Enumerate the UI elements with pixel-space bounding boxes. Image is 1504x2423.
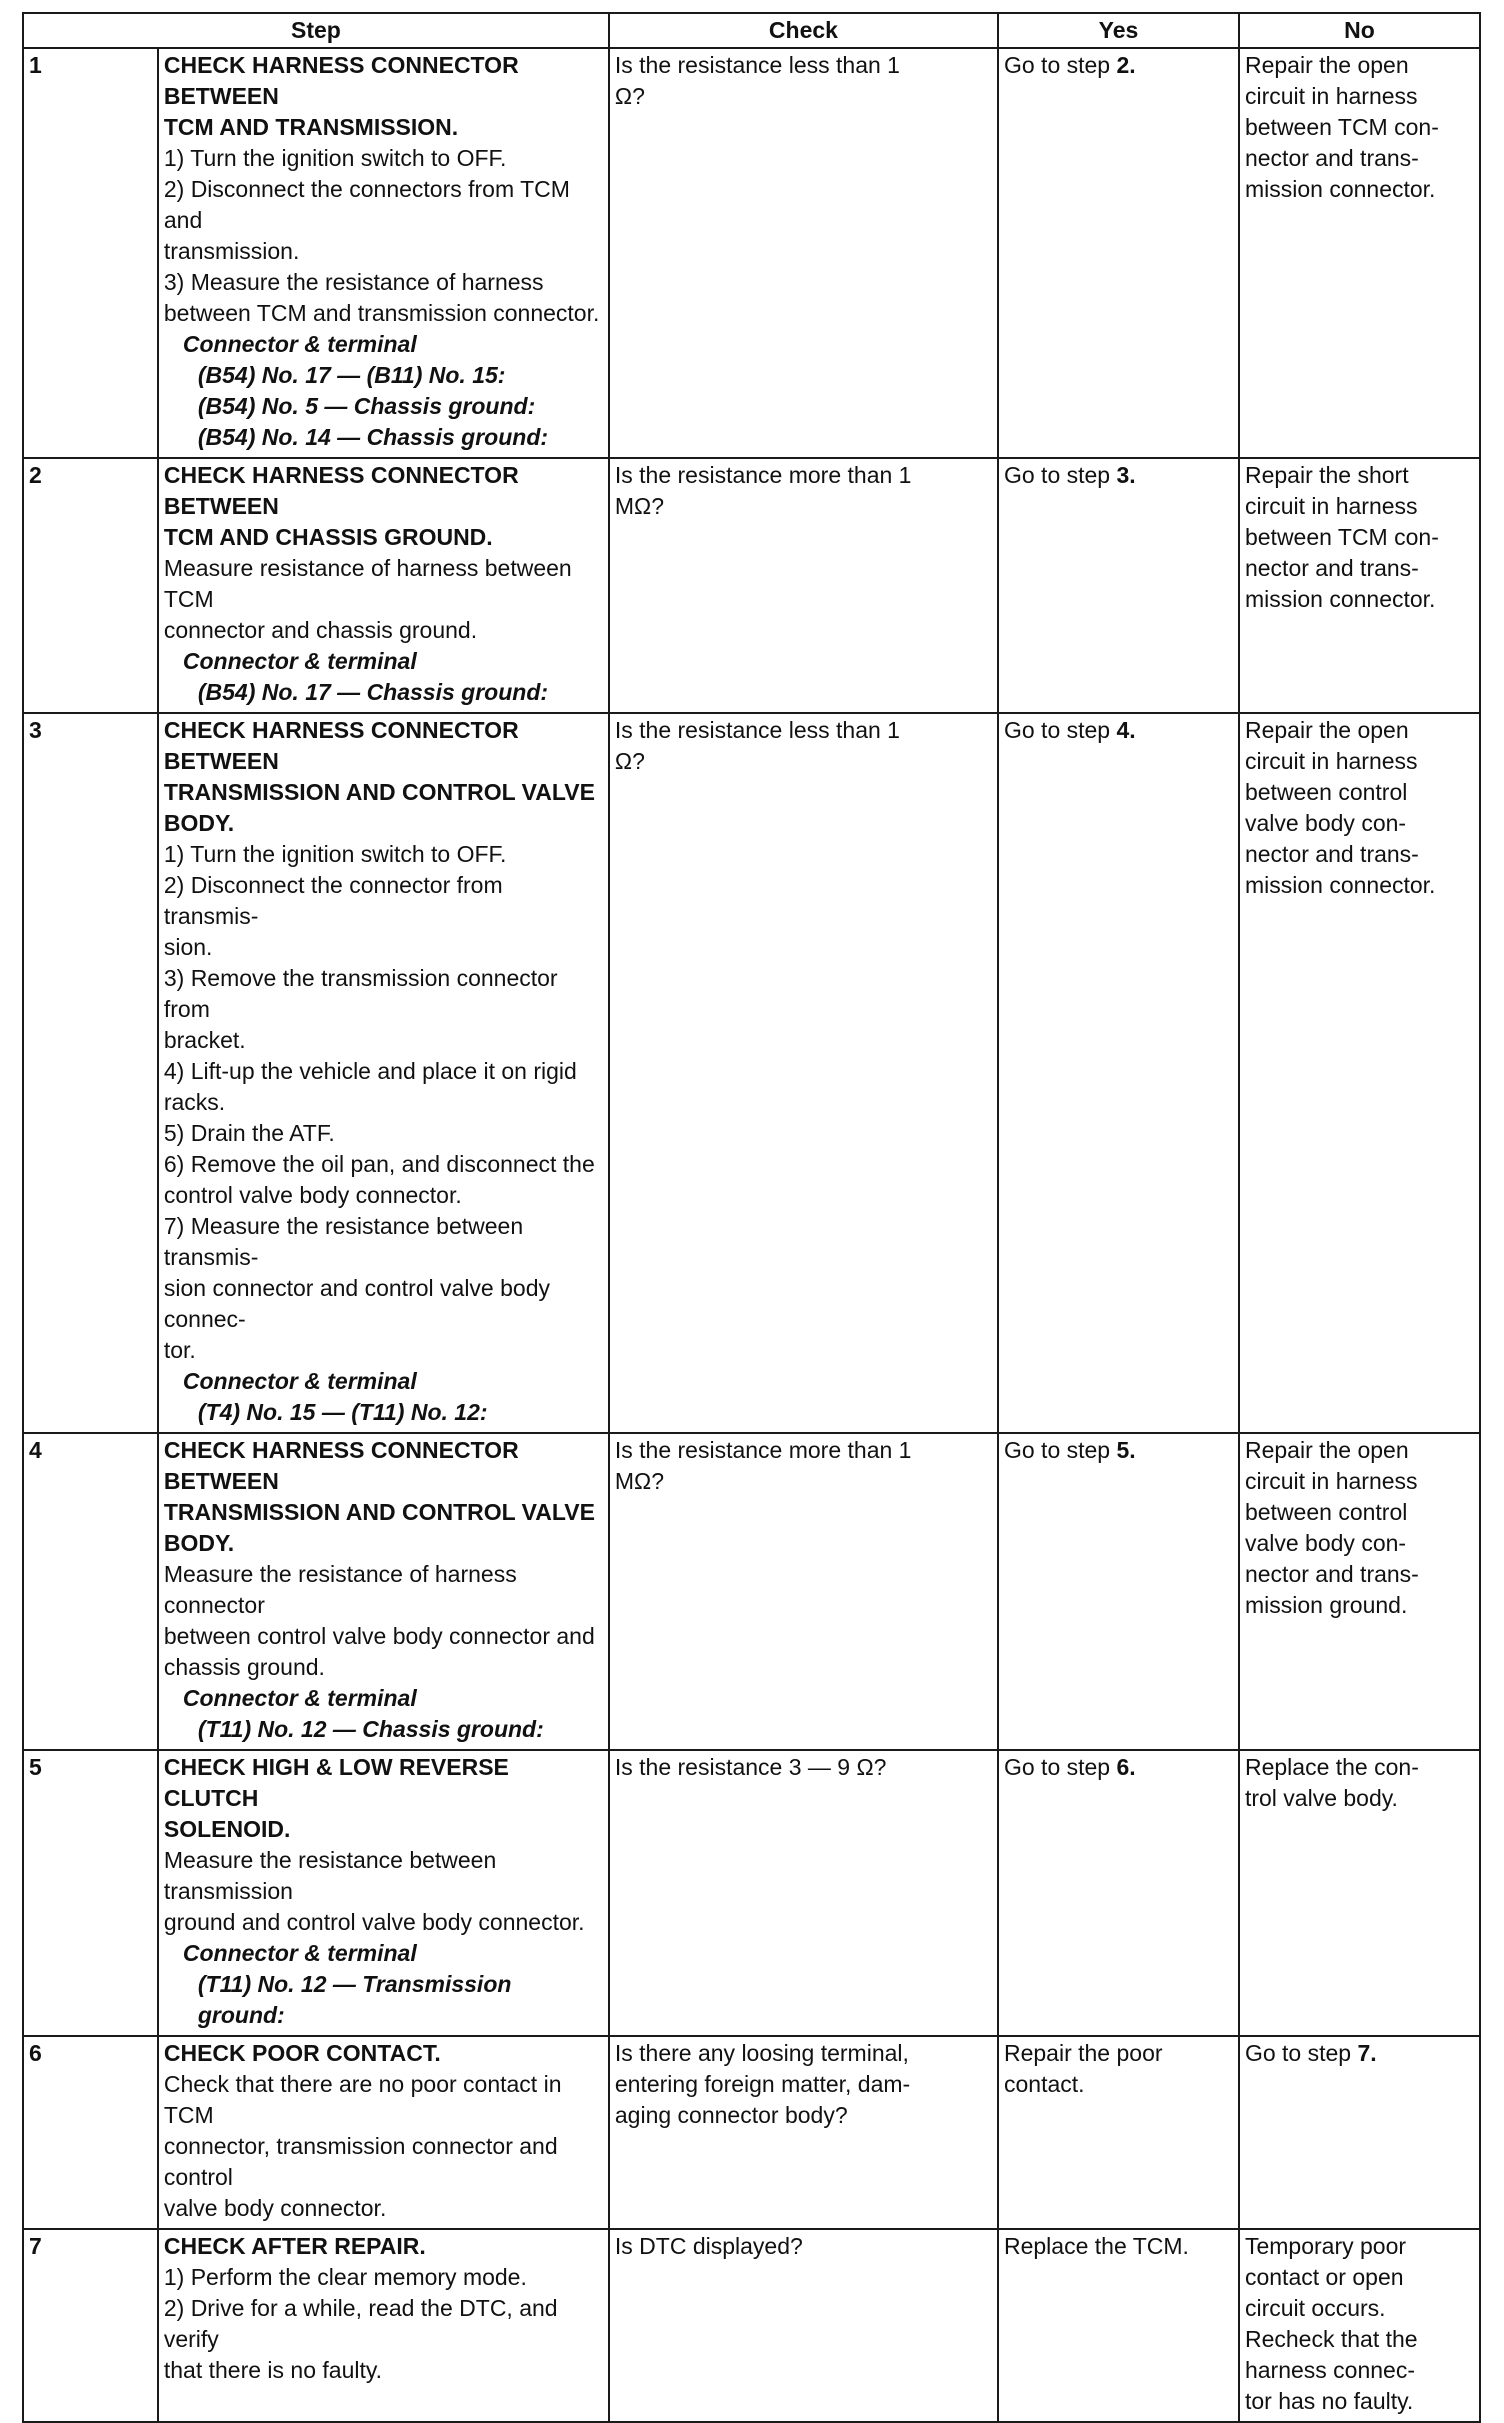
no-line: mission connector.	[1244, 872, 1436, 898]
yes-line: Go to step 4.	[1003, 717, 1136, 743]
step-instruction: chassis ground.	[163, 1654, 325, 1680]
no-line: mission connector.	[1244, 586, 1436, 612]
step-instruction: 7) Measure the resistance between transmis-	[163, 1213, 524, 1270]
table-row	[23, 2036, 1480, 2229]
no-cell	[1239, 2036, 1480, 2229]
step-cell	[158, 2229, 609, 2422]
step-title: CHECK AFTER REPAIR.	[163, 2233, 426, 2259]
step-instruction: transmission.	[163, 238, 300, 264]
step-instruction: 1) Turn the ignition switch to OFF.	[163, 145, 507, 171]
check-line: Is the resistance more than 1	[614, 462, 912, 488]
step-number: 5	[23, 1750, 158, 2036]
step-instruction: connector, transmission connector and control	[163, 2133, 558, 2190]
step-instruction: 1) Turn the ignition switch to OFF.	[163, 841, 507, 867]
step-instruction: sion connector and control valve body connec-	[163, 1275, 550, 1332]
step-number: 3	[23, 713, 158, 1433]
step-instruction: valve body connector.	[163, 2195, 387, 2221]
yes-line: Go to step 5.	[1003, 1437, 1136, 1463]
header-row	[23, 13, 1480, 48]
check-cell	[609, 48, 998, 458]
check-line: MΩ?	[614, 1468, 665, 1494]
step-instruction: 3) Remove the transmission connector from	[163, 965, 558, 1022]
step-instruction: 2) Disconnect the connector from transmis-	[163, 872, 503, 929]
step-instruction: ground and control valve body connector.	[163, 1909, 585, 1935]
connector-terminal-spec: (T11) No. 12 — Transmission ground:	[197, 1971, 512, 2028]
table-row	[23, 48, 1480, 458]
yes-line: contact.	[1003, 2071, 1085, 2097]
step-number: 6	[23, 2036, 158, 2229]
no-line: nector and trans-	[1244, 1561, 1419, 1587]
no-line: Repair the open	[1244, 1437, 1409, 1463]
no-line: Repair the open	[1244, 717, 1409, 743]
no-line: mission connector.	[1244, 176, 1436, 202]
no-cell	[1239, 713, 1480, 1433]
step-number: 4	[23, 1433, 158, 1750]
diagnostic-table	[22, 12, 1481, 2423]
header-yes: Yes	[998, 13, 1239, 48]
no-cell	[1239, 1433, 1480, 1750]
step-instruction: Measure the resistance of harness connector	[163, 1561, 517, 1618]
table-row	[23, 1750, 1480, 2036]
connector-terminal-label: Connector & terminal	[182, 648, 417, 674]
step-title: TRANSMISSION AND CONTROL VALVE	[163, 1499, 595, 1525]
check-line: Is DTC displayed?	[614, 2233, 803, 2259]
step-cell	[158, 1433, 609, 1750]
yes-cell	[998, 1433, 1239, 1750]
yes-cell	[998, 1750, 1239, 2036]
yes-line: Repair the poor	[1003, 2040, 1163, 2066]
header-check: Check	[609, 13, 998, 48]
connector-terminal-spec: (B54) No. 17 — (B11) No. 15:	[197, 362, 506, 388]
table-row	[23, 2229, 1480, 2422]
step-instruction: between TCM and transmission connector.	[163, 300, 600, 326]
connector-terminal-spec: (B54) No. 14 — Chassis ground:	[197, 424, 549, 450]
step-title: CHECK POOR CONTACT.	[163, 2040, 441, 2066]
step-title: SOLENOID.	[163, 1816, 291, 1842]
step-title: TCM AND TRANSMISSION.	[163, 114, 459, 140]
step-number: 2	[23, 458, 158, 713]
step-title: BODY.	[163, 1530, 235, 1556]
step-instruction: between control valve body connector and	[163, 1623, 595, 1649]
step-instruction: bracket.	[163, 1027, 246, 1053]
no-line: nector and trans-	[1244, 555, 1419, 581]
step-link: 6.	[1116, 1754, 1136, 1780]
no-line: contact or open	[1244, 2264, 1404, 2290]
no-line: circuit in harness	[1244, 83, 1418, 109]
check-cell	[609, 713, 998, 1433]
check-cell	[609, 2036, 998, 2229]
check-line: Is the resistance more than 1	[614, 1437, 912, 1463]
yes-cell	[998, 48, 1239, 458]
check-line: Ω?	[614, 83, 645, 109]
table-row	[23, 458, 1480, 713]
yes-line: Go to step 3.	[1003, 462, 1136, 488]
step-instruction: 3) Measure the resistance of harness	[163, 269, 544, 295]
check-line: aging connector body?	[614, 2102, 848, 2128]
check-cell	[609, 1750, 998, 2036]
header-step: Step	[23, 13, 609, 48]
step-instruction: connector and chassis ground.	[163, 617, 478, 643]
step-number: 7	[23, 2229, 158, 2422]
no-line: nector and trans-	[1244, 841, 1419, 867]
step-title: TCM AND CHASSIS GROUND.	[163, 524, 493, 550]
step-title: CHECK HARNESS CONNECTOR BETWEEN	[163, 1437, 519, 1494]
no-line: valve body con-	[1244, 1530, 1407, 1556]
no-line: circuit occurs.	[1244, 2295, 1386, 2321]
step-instruction: Check that there are no poor contact in TCM	[163, 2071, 562, 2128]
table-body	[23, 48, 1480, 2422]
yes-line: Go to step 6.	[1003, 1754, 1136, 1780]
step-instruction: 4) Lift-up the vehicle and place it on rigid	[163, 1058, 577, 1084]
check-cell	[609, 2229, 998, 2422]
no-line: Replace the con-	[1244, 1754, 1419, 1780]
step-cell	[158, 458, 609, 713]
step-number: 1	[23, 48, 158, 458]
no-cell	[1239, 1750, 1480, 2036]
header-no: No	[1239, 13, 1480, 48]
step-title: CHECK HARNESS CONNECTOR BETWEEN	[163, 462, 519, 519]
yes-line: Replace the TCM.	[1003, 2233, 1189, 2259]
no-cell	[1239, 2229, 1480, 2422]
check-line: Is there any loosing terminal,	[614, 2040, 909, 2066]
table-row	[23, 713, 1480, 1433]
no-line: Recheck that the	[1244, 2326, 1418, 2352]
step-instruction: that there is no faulty.	[163, 2357, 383, 2383]
no-line: Temporary poor	[1244, 2233, 1407, 2259]
step-title: CHECK HARNESS CONNECTOR BETWEEN	[163, 52, 519, 109]
no-line: trol valve body.	[1244, 1785, 1398, 1811]
step-cell	[158, 1750, 609, 2036]
step-cell	[158, 2036, 609, 2229]
no-line: tor has no faulty.	[1244, 2388, 1414, 2414]
connector-terminal-spec: (B54) No. 17 — Chassis ground:	[197, 679, 549, 705]
yes-cell	[998, 458, 1239, 713]
check-line: Is the resistance 3 — 9 Ω?	[614, 1754, 887, 1780]
yes-line: Go to step 2.	[1003, 52, 1136, 78]
step-link: 3.	[1116, 462, 1136, 488]
no-line: Go to step 7.	[1244, 2040, 1377, 2066]
no-cell	[1239, 458, 1480, 713]
no-line: Repair the open	[1244, 52, 1409, 78]
no-line: circuit in harness	[1244, 748, 1418, 774]
step-instruction: 2) Disconnect the connectors from TCM and	[163, 176, 570, 233]
no-line: between TCM con-	[1244, 524, 1439, 550]
step-title: BODY.	[163, 810, 235, 836]
no-line: between control	[1244, 779, 1408, 805]
no-line: circuit in harness	[1244, 493, 1418, 519]
no-line: valve body con-	[1244, 810, 1407, 836]
connector-terminal-label: Connector & terminal	[182, 1368, 417, 1394]
table-row	[23, 1433, 1480, 1750]
step-title: CHECK HARNESS CONNECTOR BETWEEN	[163, 717, 519, 774]
step-link: 5.	[1116, 1437, 1136, 1463]
step-title: TRANSMISSION AND CONTROL VALVE	[163, 779, 595, 805]
step-link: 2.	[1116, 52, 1136, 78]
no-line: Repair the short	[1244, 462, 1409, 488]
step-instruction: sion.	[163, 934, 213, 960]
step-instruction: 1) Perform the clear memory mode.	[163, 2264, 527, 2290]
step-instruction: tor.	[163, 1337, 196, 1363]
check-line: entering foreign matter, dam-	[614, 2071, 911, 2097]
step-instruction: 5) Drain the ATF.	[163, 1120, 335, 1146]
no-line: nector and trans-	[1244, 145, 1419, 171]
no-line: between TCM con-	[1244, 114, 1439, 140]
no-line: between control	[1244, 1499, 1408, 1525]
step-cell	[158, 48, 609, 458]
yes-cell	[998, 713, 1239, 1433]
check-line: Is the resistance less than 1	[614, 52, 900, 78]
step-link: 7.	[1357, 2040, 1377, 2066]
check-cell	[609, 458, 998, 713]
step-instruction: Measure resistance of harness between TCM	[163, 555, 572, 612]
step-instruction: 6) Remove the oil pan, and disconnect the	[163, 1151, 595, 1177]
yes-cell	[998, 2036, 1239, 2229]
no-line: mission ground.	[1244, 1592, 1408, 1618]
connector-terminal-label: Connector & terminal	[182, 1940, 417, 1966]
connector-terminal-spec: (B54) No. 5 — Chassis ground:	[197, 393, 536, 419]
step-instruction: Measure the resistance between transmission	[163, 1847, 497, 1904]
check-line: MΩ?	[614, 493, 665, 519]
connector-terminal-spec: (T4) No. 15 — (T11) No. 12:	[197, 1399, 488, 1425]
no-line: harness connec-	[1244, 2357, 1416, 2383]
connector-terminal-spec: (T11) No. 12 — Chassis ground:	[197, 1716, 544, 1742]
step-instruction: racks.	[163, 1089, 226, 1115]
connector-terminal-label: Connector & terminal	[182, 331, 417, 357]
step-link: 4.	[1116, 717, 1136, 743]
yes-cell	[998, 2229, 1239, 2422]
step-cell	[158, 713, 609, 1433]
step-instruction: 2) Drive for a while, read the DTC, and verify	[163, 2295, 558, 2352]
no-cell	[1239, 48, 1480, 458]
no-line: circuit in harness	[1244, 1468, 1418, 1494]
step-title: CHECK HIGH & LOW REVERSE CLUTCH	[163, 1754, 509, 1811]
step-instruction: control valve body connector.	[163, 1182, 462, 1208]
connector-terminal-label: Connector & terminal	[182, 1685, 417, 1711]
check-line: Is the resistance less than 1	[614, 717, 900, 743]
check-line: Ω?	[614, 748, 645, 774]
check-cell	[609, 1433, 998, 1750]
